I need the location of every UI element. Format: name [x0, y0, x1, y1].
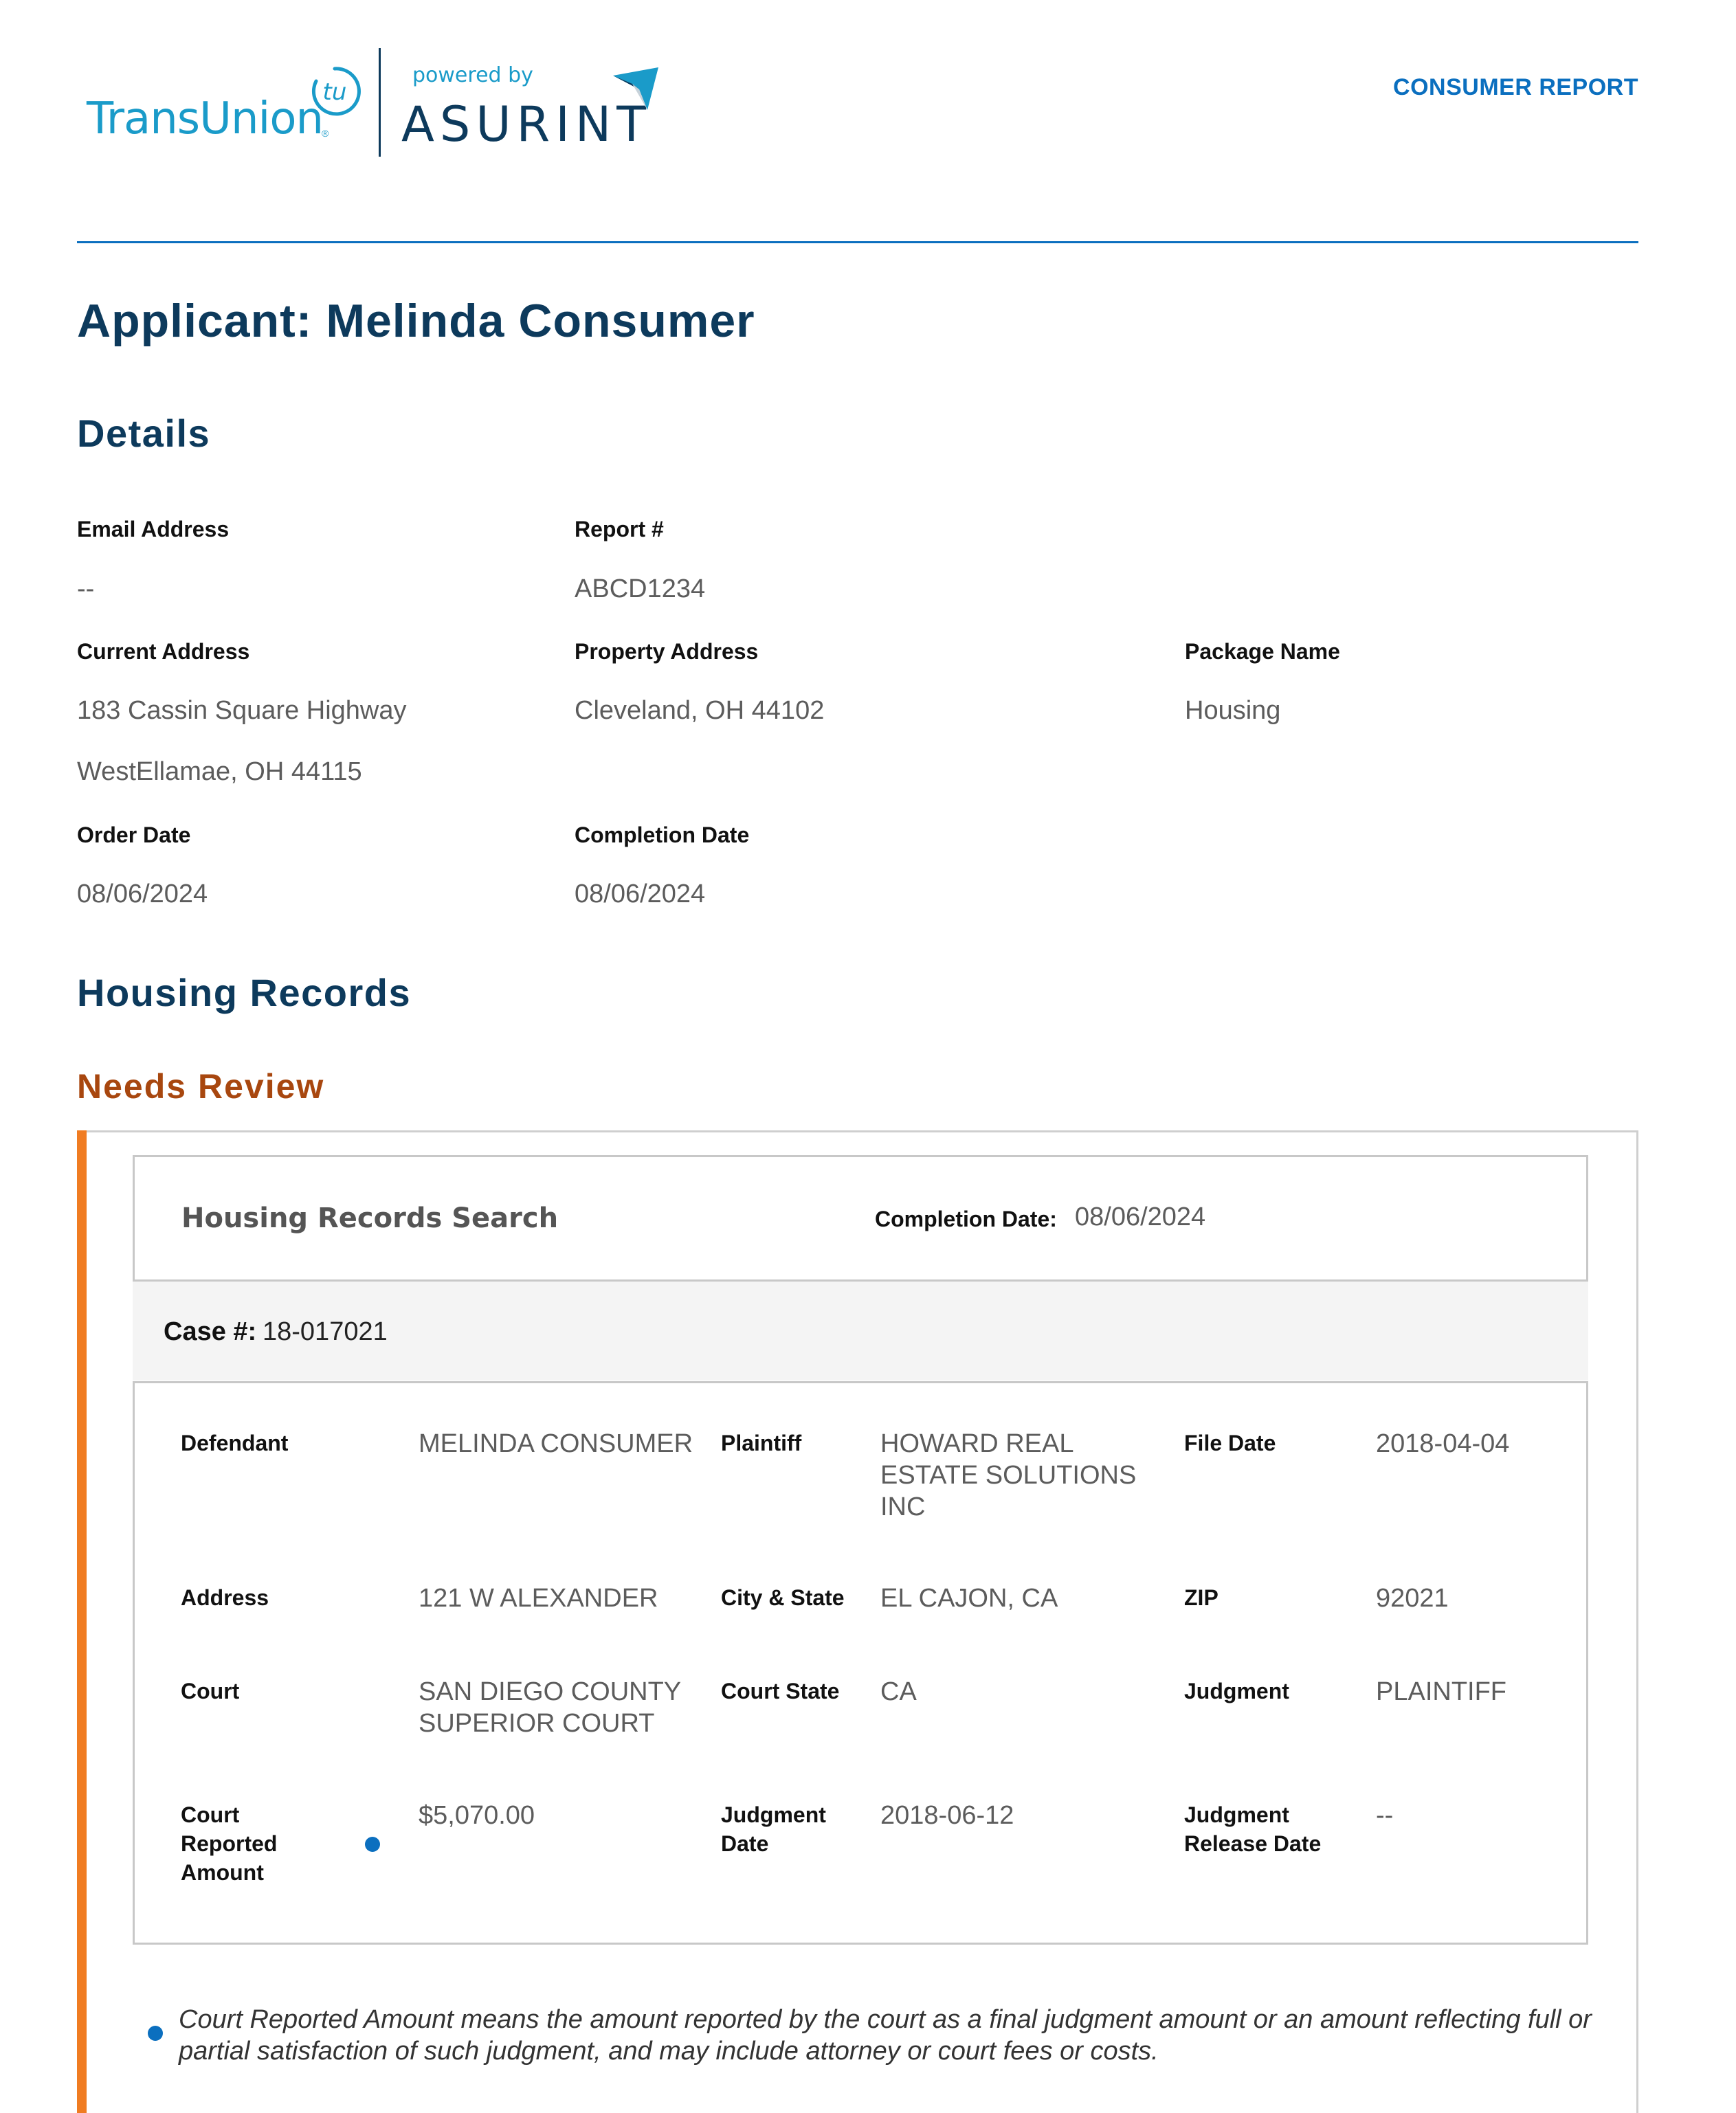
footnote-dot-icon: [148, 2026, 163, 2041]
judgment-date-value: 2018-06-12: [880, 1801, 1014, 1830]
email-value: --: [77, 574, 95, 603]
court-state-value: CA: [880, 1677, 917, 1706]
court-value: SAN DIEGO COUNTY SUPERIOR COURT: [419, 1677, 681, 1738]
report-type-label: CONSUMER REPORT: [1393, 74, 1638, 100]
judgment-label: Judgment: [1184, 1679, 1289, 1703]
plaintiff-label: Plaintiff: [721, 1431, 802, 1455]
court-reported-amount-value: $5,070.00: [419, 1801, 535, 1830]
court-label: Court: [181, 1679, 240, 1703]
address-value: 121 W ALEXANDER: [419, 1584, 658, 1613]
tu-circle-icon: [308, 65, 361, 118]
details-heading: Details: [77, 412, 211, 455]
needs-review-bar: [77, 1130, 87, 2113]
asurint-flag-icon: [612, 66, 660, 111]
info-dot-icon: [365, 1837, 380, 1852]
plaintiff-value: HOWARD REAL ESTATE SOLUTIONS INC: [880, 1429, 1137, 1521]
judgment-value: PLAINTIFF: [1376, 1677, 1507, 1706]
court-amount-footnote: Court Reported Amount means the amount reported by the court as a final judgment amount or an amount reflecting full or partial satisfaction of such judgment, and may include attorney or court fees or costs.: [179, 2005, 1592, 2066]
judgment-date-label: Judgment Date: [721, 1802, 826, 1856]
package-name-value: Housing: [1185, 696, 1281, 725]
report-number-label: Report #: [575, 517, 664, 541]
search-completion-value: 08/06/2024: [1075, 1203, 1206, 1231]
housing-records-heading: Housing Records: [77, 971, 412, 1014]
order-date-label: Order Date: [77, 823, 191, 847]
email-label: Email Address: [77, 517, 230, 541]
registered-mark: ®: [322, 128, 329, 139]
current-address-line2: WestEllamae, OH 44115: [77, 757, 362, 786]
property-address-value: Cleveland, OH 44102: [575, 696, 825, 725]
current-address-label: Current Address: [77, 639, 250, 664]
search-completion-label: Completion Date:: [875, 1207, 1057, 1231]
logo-divider: [379, 48, 381, 157]
file-date-value: 2018-04-04: [1376, 1429, 1510, 1458]
tu-mark-text: tu: [322, 78, 347, 106]
transunion-wordmark: TransUnion: [87, 93, 324, 144]
search-title: Housing Records Search: [181, 1203, 559, 1234]
defendant-value: MELINDA CONSUMER: [419, 1429, 693, 1458]
package-name-label: Package Name: [1185, 639, 1340, 664]
header-divider: [77, 241, 1638, 243]
case-number-label: Case #:: [164, 1317, 257, 1346]
city-state-label: City & State: [721, 1585, 845, 1610]
order-date-value: 08/06/2024: [77, 880, 208, 908]
transunion-logo: [87, 63, 361, 153]
case-details-grid: [133, 1381, 1588, 1945]
powered-by-label: powered by: [412, 63, 533, 87]
property-address-label: Property Address: [575, 639, 759, 664]
completion-date-value: 08/06/2024: [575, 880, 706, 908]
judgment-release-date-label: Judgment Release Date: [1184, 1802, 1322, 1856]
completion-date-label: Completion Date: [575, 823, 750, 847]
current-address-line1: 183 Cassin Square Highway: [77, 696, 407, 725]
court-state-label: Court State: [721, 1679, 840, 1703]
zip-label: ZIP: [1184, 1585, 1218, 1610]
city-state-value: EL CAJON, CA: [880, 1584, 1058, 1613]
asurint-wordmark: ASURINT: [401, 96, 652, 153]
zip-value: 92021: [1376, 1584, 1449, 1613]
applicant-title: Applicant: Melinda Consumer: [77, 295, 755, 347]
defendant-label: Defendant: [181, 1431, 289, 1455]
case-number-value: 18-017021: [263, 1317, 388, 1346]
report-number-value: ABCD1234: [575, 574, 706, 603]
address-label: Address: [181, 1585, 269, 1610]
needs-review-status: Needs Review: [77, 1067, 325, 1106]
file-date-label: File Date: [1184, 1431, 1276, 1455]
court-reported-amount-label: Court Reported Amount: [181, 1802, 278, 1885]
judgment-release-date-value: --: [1376, 1801, 1394, 1830]
